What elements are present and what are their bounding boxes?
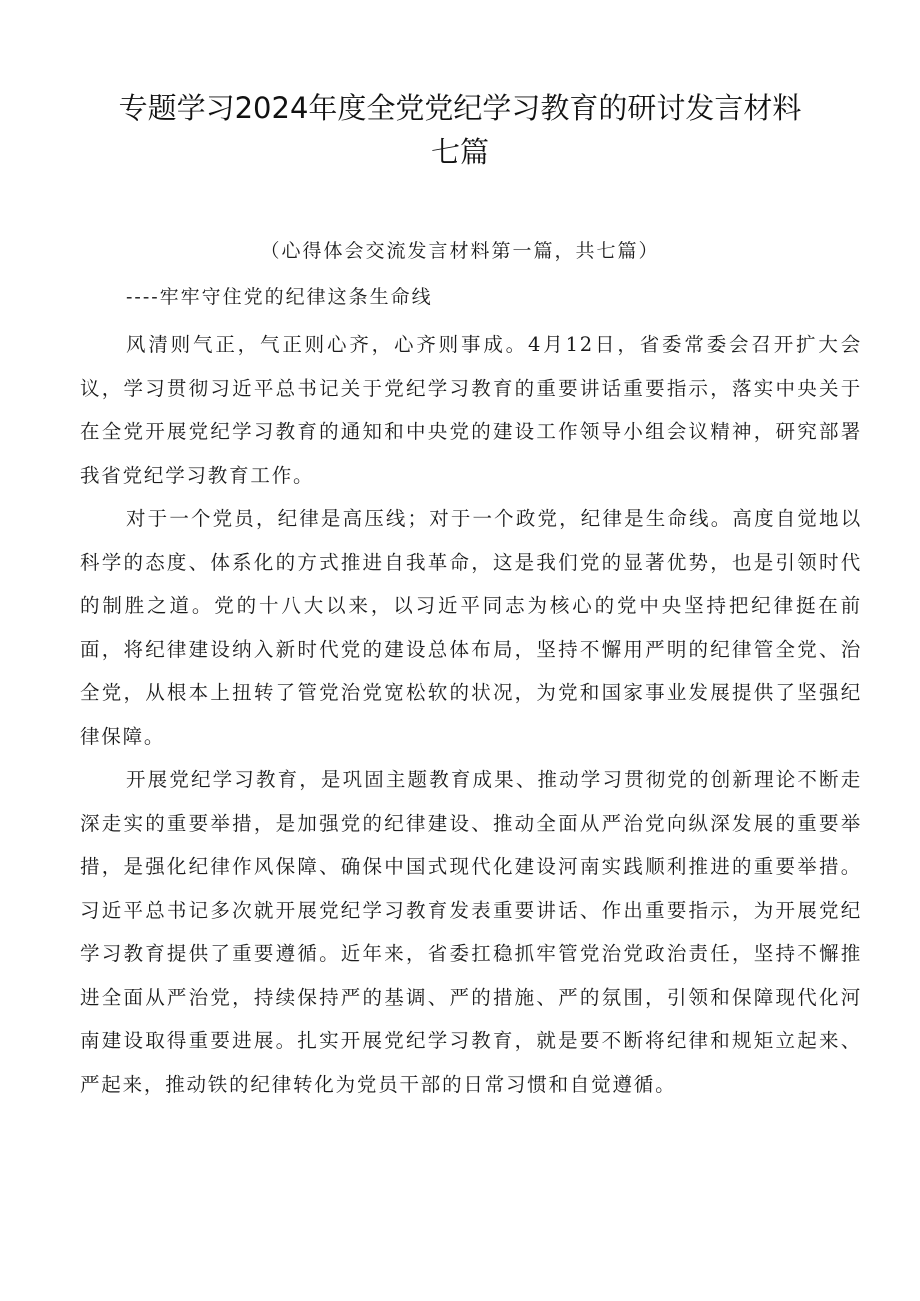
title-line-1: 专题学习2024年度全党党纪学习教育的研讨发言材料	[118, 91, 802, 125]
document-subtitle: （心得体会交流发言材料第一篇，共七篇）	[260, 240, 660, 262]
document-body	[80, 323, 862, 1106]
title-line-2: 七篇	[430, 135, 489, 169]
document-title	[60, 86, 860, 174]
document-tagline: ----牢牢守住党的纪律这条生命线	[126, 286, 433, 308]
paragraph-3: 开展党纪学习教育，是巩固主题教育成果、推动学习贯彻党的创新理论不断走深走实的重要举措，是加强党的纪律建设、推动全面从严治党向纵深发展的重要举措，是强化纪律作风保障、确保中国式现代化建设河南实践顺利推进的重要举措。习近平总书记多次就开展党纪学习教育发表重要讲话、作出重要指示，为开展党纪学习教育提供了重要遵循。近年来，省委扛稳抓牢管党治党政治责任，坚持不懈推进全面从严治党，持续保持严的基调、严的措施、严的氛围，引领和保障现代化河南建设取得重要进展。扎实开展党纪学习教育，就是要不断将纪律和规矩立起来、严起来，推动铁的纪律转化为党员干部的日常习惯和自觉遵循。	[80, 768, 862, 1096]
paragraph-1: 风清则气正，气正则心齐，心齐则事成。4月12日，省委常委会召开扩大会议，学习贯彻习近平总书记关于党纪学习教育的重要讲话重要指示，落实中央关于在全党开展党纪学习教育的通知和中央党的建设工作领导小组会议精神，研究部署我省党纪学习教育工作。	[80, 333, 862, 487]
paragraph-2: 对于一个党员，纪律是高压线；对于一个政党，纪律是生命线。高度自觉地以科学的态度、体系化的方式推进自我革命，这是我们党的显著优势，也是引领时代的制胜之道。党的十八大以来，以习近平同志为核心的党中央坚持把纪律挺在前面，将纪律建设纳入新时代党的建设总体布局，坚持不懈用严明的纪律管全党、治全党，从根本上扭转了管党治党宽松软的状况，为党和国家事业发展提供了坚强纪律保障。	[80, 507, 862, 748]
